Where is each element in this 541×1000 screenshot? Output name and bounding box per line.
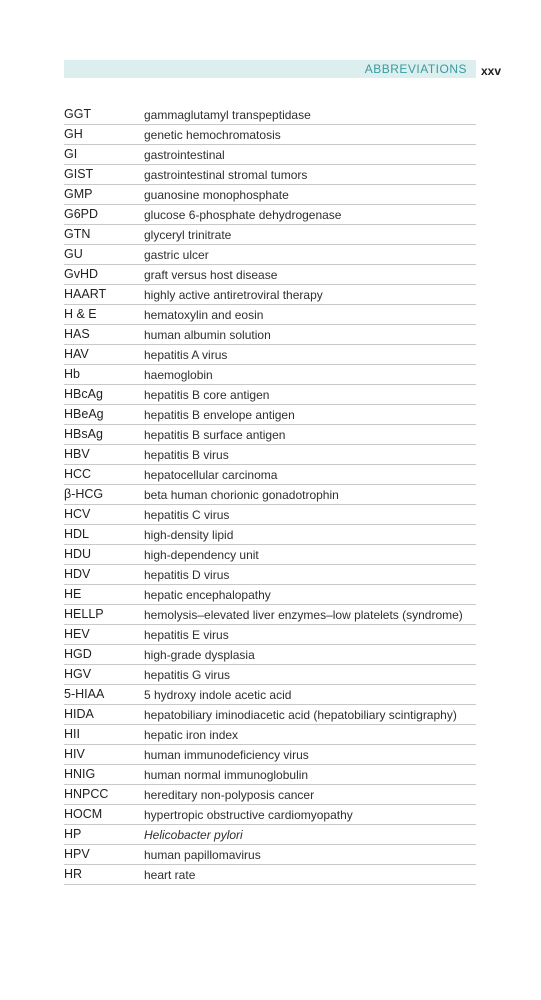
abbreviation-entry bbox=[64, 625, 476, 645]
abbreviation-entry bbox=[64, 785, 476, 805]
abbreviation-definition: hepatitis B surface antigen bbox=[144, 428, 286, 442]
abbreviation-term: HIDA bbox=[64, 707, 94, 721]
abbreviation-term: HCV bbox=[64, 507, 91, 521]
abbreviation-term: HEV bbox=[64, 627, 90, 641]
abbreviation-definition: 5 hydroxy indole acetic acid bbox=[144, 688, 292, 702]
abbreviation-entry bbox=[64, 145, 476, 165]
abbreviation-entry bbox=[64, 845, 476, 865]
abbreviation-definition: gastrointestinal bbox=[144, 148, 225, 162]
abbreviation-term: GI bbox=[64, 147, 78, 161]
abbreviation-entry bbox=[64, 485, 476, 505]
abbreviation-term: HGV bbox=[64, 667, 92, 681]
abbreviation-entry bbox=[64, 125, 476, 145]
abbreviation-term: HBV bbox=[64, 447, 90, 461]
abbreviation-term: 5-HIAA bbox=[64, 687, 105, 701]
abbreviation-entry bbox=[64, 725, 476, 745]
abbreviation-definition: beta human chorionic gonadotrophin bbox=[144, 488, 339, 502]
abbreviation-term: H & E bbox=[64, 307, 97, 321]
abbreviation-entry bbox=[64, 265, 476, 285]
abbreviation-term: HDU bbox=[64, 547, 92, 561]
abbreviation-entry bbox=[64, 805, 476, 825]
abbreviation-entry bbox=[64, 645, 476, 665]
abbreviation-definition: hypertropic obstructive cardiomyopathy bbox=[144, 808, 353, 822]
abbreviation-entry bbox=[64, 325, 476, 345]
abbreviation-definition: high-density lipid bbox=[144, 528, 234, 542]
abbreviation-definition: heart rate bbox=[144, 868, 196, 882]
page-number: xxv bbox=[481, 64, 502, 78]
abbreviation-entry bbox=[64, 185, 476, 205]
abbreviation-definition: hepatitis B core antigen bbox=[144, 388, 270, 402]
abbreviation-definition: gastrointestinal stromal tumors bbox=[144, 168, 308, 182]
abbreviation-definition: graft versus host disease bbox=[144, 268, 278, 282]
abbreviation-definition: hepatitis E virus bbox=[144, 628, 229, 642]
abbreviation-term: HBsAg bbox=[64, 427, 103, 441]
abbreviation-entry bbox=[64, 865, 476, 885]
abbreviation-term: GTN bbox=[64, 227, 91, 241]
abbreviation-definition: high-grade dysplasia bbox=[144, 648, 255, 662]
abbreviation-definition: hepatobiliary iminodiacetic acid (hepatobiliary scintigraphy) bbox=[144, 708, 457, 722]
abbreviation-term: HELLP bbox=[64, 607, 104, 621]
abbreviation-definition: hematoxylin and eosin bbox=[144, 308, 264, 322]
abbreviation-definition: glyceryl trinitrate bbox=[144, 228, 232, 242]
abbreviation-entry bbox=[64, 525, 476, 545]
abbreviation-term: GU bbox=[64, 247, 83, 261]
abbreviation-entry bbox=[64, 345, 476, 365]
abbreviation-entry bbox=[64, 305, 476, 325]
abbreviation-term: HNIG bbox=[64, 767, 96, 781]
abbreviation-term: G6PD bbox=[64, 207, 99, 221]
abbreviation-definition: human normal immunoglobulin bbox=[144, 768, 309, 782]
abbreviation-entry bbox=[64, 365, 476, 385]
abbreviation-entry bbox=[64, 205, 476, 225]
abbreviation-entry bbox=[64, 225, 476, 245]
abbreviation-term: HDL bbox=[64, 527, 90, 541]
abbreviation-definition: hepatitis A virus bbox=[144, 348, 228, 362]
abbreviation-term: HP bbox=[64, 827, 82, 841]
abbreviation-definition: glucose 6-phosphate dehydrogenase bbox=[144, 208, 342, 222]
abbreviation-entry bbox=[64, 665, 476, 685]
abbreviation-entry bbox=[64, 825, 476, 845]
abbreviation-term: HBcAg bbox=[64, 387, 103, 401]
abbreviation-definition: human albumin solution bbox=[144, 328, 271, 342]
abbreviation-term: HPV bbox=[64, 847, 90, 861]
abbreviation-term: GMP bbox=[64, 187, 93, 201]
abbreviation-entry bbox=[64, 105, 476, 125]
abbreviation-term: GH bbox=[64, 127, 83, 141]
abbreviation-term: HAS bbox=[64, 327, 90, 341]
abbreviation-entry bbox=[64, 685, 476, 705]
abbreviation-definition: genetic hemochromatosis bbox=[144, 128, 281, 142]
abbreviation-term: HCC bbox=[64, 467, 92, 481]
abbreviation-definition: gammaglutamyl transpeptidase bbox=[144, 108, 311, 122]
abbreviation-entry bbox=[64, 545, 476, 565]
abbreviation-definition: highly active antiretroviral therapy bbox=[144, 288, 323, 302]
abbreviation-entry bbox=[64, 165, 476, 185]
abbreviation-definition: haemoglobin bbox=[144, 368, 213, 382]
abbreviation-definition: hepatitis C virus bbox=[144, 508, 230, 522]
abbreviation-definition: guanosine monophosphate bbox=[144, 188, 289, 202]
abbreviation-definition: hereditary non-polyposis cancer bbox=[144, 788, 315, 802]
abbreviation-entry bbox=[64, 765, 476, 785]
abbreviation-entry bbox=[64, 285, 476, 305]
abbreviation-term: HIV bbox=[64, 747, 85, 761]
abbreviation-definition: hepatitis D virus bbox=[144, 568, 230, 582]
abbreviation-entry bbox=[64, 585, 476, 605]
abbreviation-entry bbox=[64, 405, 476, 425]
abbreviation-entry bbox=[64, 705, 476, 725]
abbreviation-definition: hepatic iron index bbox=[144, 728, 239, 742]
abbreviation-term: HOCM bbox=[64, 807, 103, 821]
running-header-title: ABBREVIATIONS bbox=[364, 62, 467, 76]
abbreviation-term: HR bbox=[64, 867, 83, 881]
abbreviation-term: HBeAg bbox=[64, 407, 104, 421]
abbreviation-entry bbox=[64, 385, 476, 405]
abbreviation-definition: hepatitis B virus bbox=[144, 448, 229, 462]
abbreviation-term: HDV bbox=[64, 567, 91, 581]
abbreviation-term: HGD bbox=[64, 647, 92, 661]
abbreviation-entry bbox=[64, 605, 476, 625]
abbreviation-entry bbox=[64, 425, 476, 445]
abbreviation-term: GGT bbox=[64, 107, 92, 121]
abbreviation-term: HII bbox=[64, 727, 80, 741]
abbreviation-term: Hb bbox=[64, 367, 80, 381]
abbreviation-entry bbox=[64, 565, 476, 585]
abbreviation-term: HNPCC bbox=[64, 787, 109, 801]
abbreviation-definition: hepatitis G virus bbox=[144, 668, 231, 682]
abbreviation-list bbox=[64, 105, 476, 885]
abbreviation-entry bbox=[64, 245, 476, 265]
abbreviation-term: HAART bbox=[64, 287, 107, 301]
abbreviation-term: GvHD bbox=[64, 267, 99, 281]
abbreviation-definition: gastric ulcer bbox=[144, 248, 209, 262]
abbreviation-definition: Helicobacter pylori bbox=[144, 828, 243, 842]
abbreviation-entry bbox=[64, 745, 476, 765]
abbreviation-definition: human immunodeficiency virus bbox=[144, 748, 309, 762]
abbreviation-entry bbox=[64, 445, 476, 465]
abbreviation-definition: high-dependency unit bbox=[144, 548, 259, 562]
abbreviation-definition: hepatocellular carcinoma bbox=[144, 468, 278, 482]
abbreviation-entry bbox=[64, 465, 476, 485]
abbreviation-definition: hepatic encephalopathy bbox=[144, 588, 271, 602]
abbreviation-definition: hepatitis B envelope antigen bbox=[144, 408, 295, 422]
abbreviation-term: HE bbox=[64, 587, 82, 601]
abbreviation-definition: hemolysis–elevated liver enzymes–low platelets (syndrome) bbox=[144, 608, 463, 622]
abbreviation-definition: human papillomavirus bbox=[144, 848, 261, 862]
abbreviation-term: HAV bbox=[64, 347, 89, 361]
abbreviation-entry bbox=[64, 505, 476, 525]
abbreviation-term: β-HCG bbox=[64, 487, 104, 501]
abbreviation-term: GIST bbox=[64, 167, 94, 181]
